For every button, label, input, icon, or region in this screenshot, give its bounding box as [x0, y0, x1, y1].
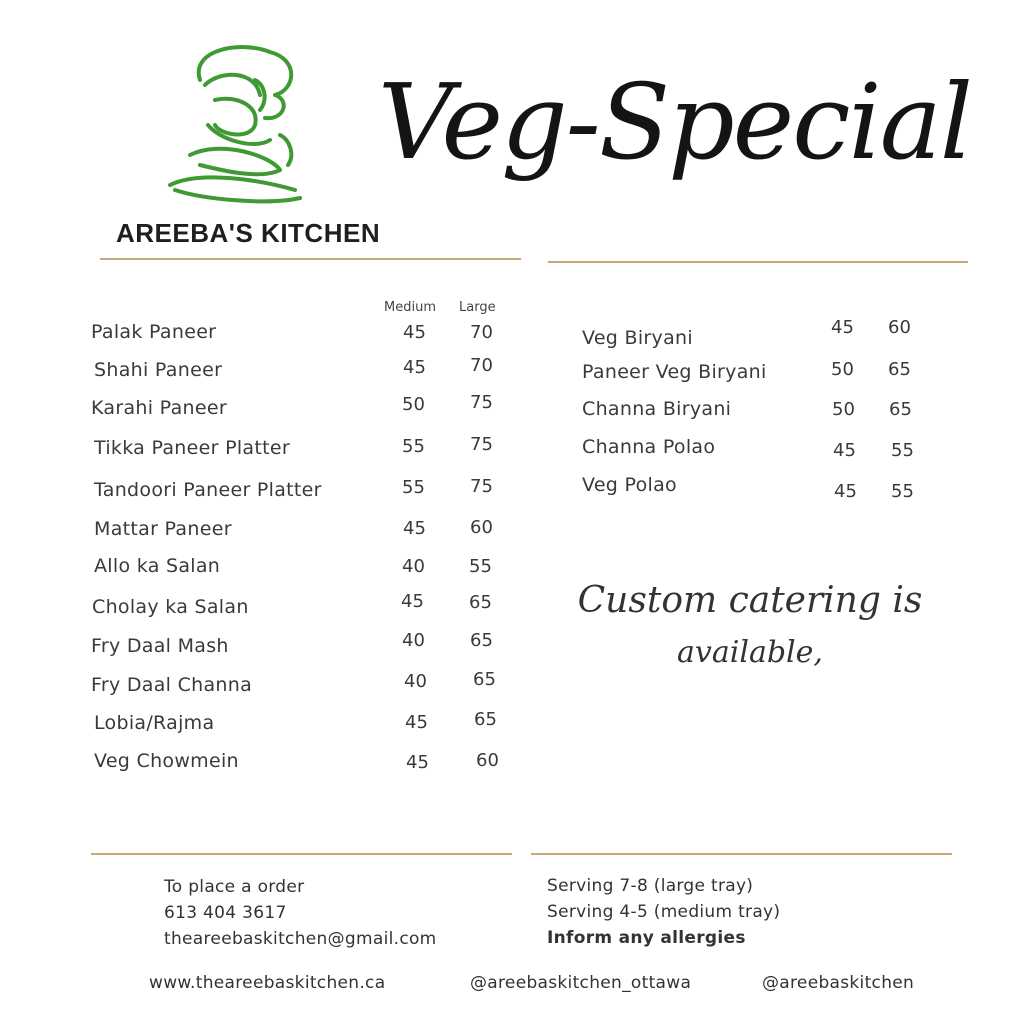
menu-item-name: Paneer Veg Biryani — [582, 361, 767, 383]
divider-bottom-right — [531, 853, 952, 855]
price-large: 65 — [474, 709, 497, 730]
price-large: 55 — [891, 440, 914, 461]
price-medium: 45 — [405, 712, 428, 733]
price-large: 65 — [889, 399, 912, 420]
brand-name: AREEBA'S KITCHEN — [116, 218, 381, 248]
price-large: 55 — [891, 481, 914, 502]
price-medium: 40 — [402, 630, 425, 651]
serving-medium: Serving 4-5 (medium tray) — [547, 902, 781, 922]
order-info — [164, 874, 437, 952]
menu-item-name: Fry Daal Channa — [91, 674, 253, 696]
price-medium: 45 — [403, 322, 426, 343]
serving-info — [547, 873, 780, 951]
price-large: 65 — [470, 630, 493, 651]
price-large: 70 — [470, 322, 493, 343]
menu-item-name: Mattar Paneer — [94, 518, 232, 540]
column-header-large: Large — [459, 300, 496, 315]
order-phone: 613 404 3617 — [164, 903, 287, 923]
price-medium: 45 — [831, 317, 854, 338]
order-email: theareebaskitchen@gmail.com — [164, 929, 437, 949]
price-medium: 40 — [404, 671, 427, 692]
menu-item-name: Tandoori Paneer Platter — [94, 479, 322, 501]
page-title: Veg-Special — [378, 61, 971, 183]
price-large: 65 — [888, 359, 911, 380]
menu-item-name: Veg Chowmein — [94, 750, 239, 772]
custom-catering-note — [560, 575, 940, 679]
price-large: 65 — [473, 669, 496, 690]
price-large: 75 — [470, 392, 493, 413]
price-medium: 45 — [401, 591, 424, 612]
menu-item-name: Palak Paneer — [91, 321, 217, 343]
price-medium: 55 — [402, 436, 425, 457]
price-medium: 50 — [832, 399, 855, 420]
chef-logo-icon — [160, 40, 310, 210]
custom-note-line-1: Custom catering is — [577, 580, 923, 621]
price-large: 75 — [470, 476, 493, 497]
menu-item-name: Channa Biryani — [582, 398, 732, 420]
divider-top-right — [548, 261, 968, 263]
instagram-handle[interactable]: @areebaskitchen — [762, 973, 915, 993]
menu-item-name: Karahi Paneer — [91, 397, 227, 419]
serving-large: Serving 7-8 (large tray) — [547, 876, 754, 896]
price-medium: 55 — [402, 477, 425, 498]
order-heading: To place a order — [164, 877, 305, 897]
price-medium: 50 — [402, 394, 425, 415]
price-large: 65 — [469, 592, 492, 613]
menu-item-name: Veg Biryani — [582, 327, 693, 349]
allergies-note: Inform any allergies — [547, 928, 746, 948]
price-medium: 45 — [406, 752, 429, 773]
price-large: 75 — [470, 434, 493, 455]
divider-top-left — [100, 258, 521, 260]
price-medium: 45 — [403, 518, 426, 539]
price-medium: 45 — [403, 357, 426, 378]
custom-note-line-2: available, — [677, 635, 823, 670]
instagram-handle-ottawa[interactable]: @areebaskitchen_ottawa — [470, 973, 692, 993]
menu-item-name: Shahi Paneer — [94, 359, 223, 381]
price-medium: 40 — [402, 556, 425, 577]
price-large: 55 — [469, 556, 492, 577]
price-large: 60 — [470, 517, 493, 538]
price-large: 60 — [476, 750, 499, 771]
website-link[interactable]: www.theareebaskitchen.ca — [149, 973, 386, 993]
column-header-medium: Medium — [384, 300, 436, 315]
menu-item-name: Tikka Paneer Platter — [94, 437, 290, 459]
menu-item-name: Allo ka Salan — [94, 555, 221, 577]
menu-item-name: Channa Polao — [582, 436, 716, 458]
menu-item-name: Veg Polao — [582, 474, 677, 496]
price-medium: 50 — [831, 359, 854, 380]
price-medium: 45 — [834, 481, 857, 502]
menu-item-name: Cholay ka Salan — [92, 596, 249, 618]
price-large: 60 — [888, 317, 911, 338]
menu-item-name: Fry Daal Mash — [91, 635, 229, 657]
divider-bottom-left — [91, 853, 512, 855]
price-large: 70 — [470, 355, 493, 376]
menu-item-name: Lobia/Rajma — [94, 712, 215, 734]
price-medium: 45 — [833, 440, 856, 461]
